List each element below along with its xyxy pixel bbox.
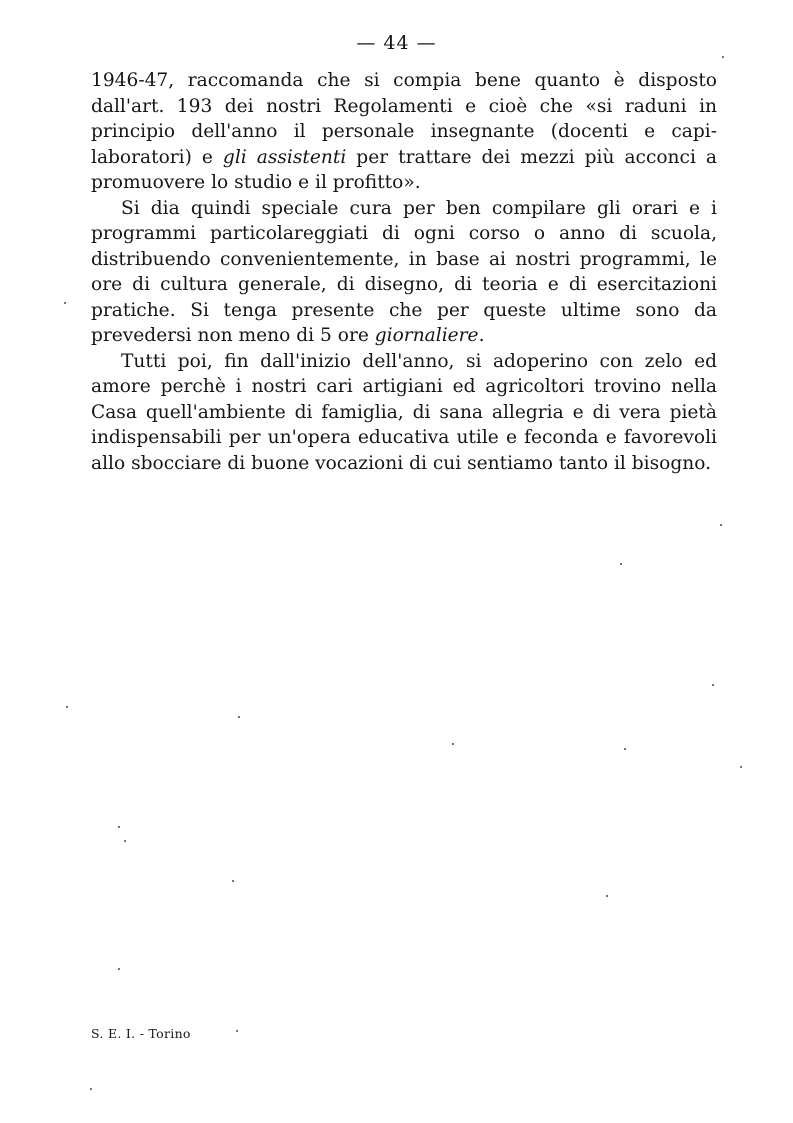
scan-speck xyxy=(712,684,714,686)
paragraph-2-text-c: . xyxy=(478,325,485,346)
page-number: — 44 — xyxy=(356,32,437,54)
printer-imprint: S. E. I. - Torino xyxy=(91,1026,191,1041)
scan-speck xyxy=(452,743,454,745)
scan-speck xyxy=(606,895,608,897)
paragraph-2-italic: giornaliere xyxy=(374,325,479,346)
scan-speck xyxy=(64,302,66,304)
paragraph-1-text-c: per trattare dei mezzi più acconci a promuovere lo studio e il profitto». xyxy=(91,146,718,193)
scan-speck xyxy=(236,1030,238,1032)
scan-speck xyxy=(238,716,240,718)
scan-speck xyxy=(722,56,724,58)
paragraph-3 xyxy=(91,349,717,477)
scan-speck xyxy=(232,880,234,882)
paragraph-2 xyxy=(91,196,717,349)
paragraph-2-text-a: Si dia quindi speciale cura per ben compilare gli orari e i programmi particolareggiati di ogni corso o anno di scuola, distribuendo convenientemente, in base ai nostri programmi, le ore di cultura generale, di disegno, di teoria e di esercitazioni pratiche. Si tenga presente che per queste ultime sono da prevedersi non meno di 5 ore xyxy=(91,197,717,346)
body-text xyxy=(91,68,717,476)
scan-speck xyxy=(740,766,742,768)
scan-speck xyxy=(720,524,722,526)
paragraph-1-text-a: 1946-47, raccomanda che si compia bene quanto è disposto dall'art. 193 dei nostri Regolamenti e cioè che «si raduni in principio dell'anno il personale insegnante (docenti e capi-laboratori) e xyxy=(91,70,717,168)
scan-speck xyxy=(118,968,120,970)
scan-speck xyxy=(90,1088,92,1090)
scan-speck xyxy=(624,748,626,750)
paragraph-1 xyxy=(91,68,717,196)
scan-speck xyxy=(620,563,622,565)
scan-speck xyxy=(124,840,126,842)
paragraph-3-text: Tutti poi, fin dall'inizio dell'anno, si adoperino con zelo ed amore perchè i nostri cari artigiani ed agricoltori trovino nella Casa quell'ambiente di famiglia, di sana allegria e di vera pietà indispensabili per un'opera educativa utile e feconda e favorevoli allo sbocciare di buone vocazioni di cui sentiamo tanto il bisogno. xyxy=(91,350,717,474)
scan-speck xyxy=(118,826,120,828)
scan-speck xyxy=(66,706,68,708)
paragraph-1-italic: gli assistenti xyxy=(222,146,347,168)
